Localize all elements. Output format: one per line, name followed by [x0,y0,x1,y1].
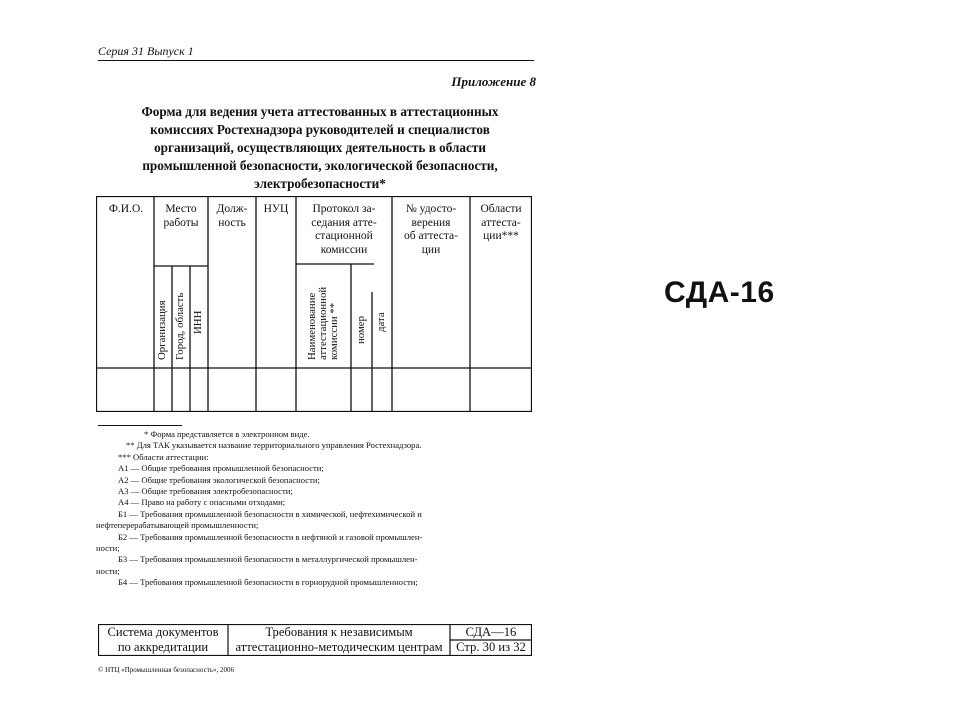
footnote-line: А1 — Общие требования промышленной безопасности; [118,463,324,474]
title-line: комиссиях Ростехнадзора руководителей и специалистов [150,122,490,137]
sub-commission-line: аттестационной [317,286,329,360]
footnote-line: Б1 — Требования промышленной безопасности в химической, нефтехимической и [118,508,422,519]
footnote-line: нефтеперерабатывающей промышленности; [96,520,259,531]
sub-inn-label: ИНН [192,310,204,334]
copyright-notice: © НТЦ «Промышленная безопасность», 2006 [98,666,234,674]
footnote-line: ности; [96,543,120,554]
document-code-label: СДА-16 [664,276,775,309]
col-certificate-header: № удосто- верения об аттеста- ции [404,203,458,256]
footnote-line: ** Для ТАК указывается название территориального управления Ростехнадзора. [126,440,422,451]
header-rule [98,60,534,61]
footnote-line: А4 — Право на работу с опасными отходами; [118,497,286,508]
accounting-form-table [96,196,532,412]
sub-organization-label: Организация [156,300,168,360]
footnote-line: Б4 — Требования промышленной безопасности в горнорудной промышленности; [118,577,418,588]
footnotes [96,429,536,589]
col-fio-header: Ф.И.О. [108,203,144,215]
footnote-line: А2 — Общие требования экологической безопасности; [118,474,320,485]
footnote-line: ности; [96,565,120,576]
appendix-label: Приложение 8 [451,74,536,89]
footnote-line: Б3 — Требования промышленной безопасности в металлургической промышлен- [118,554,418,565]
footnote-line: *** Области аттестации: [118,451,209,462]
footnote-rule [98,425,182,426]
footnote-line: Б2 — Требования промышленной безопасности в нефтяной и газовой промышлен- [118,531,423,542]
footnote-line: А3 — Общие требования электробезопасности; [118,486,293,497]
document-footer-table [98,624,532,656]
title-line: электробезопасности* [254,176,386,191]
col-nuc-header: НУЦ [263,203,289,215]
col-protocol-header: Протокол за- седания атте- стационной комиссии [311,203,377,256]
footer-code-cell: СДА—16 [465,625,517,639]
col-workplace-header: Место работы [163,203,199,229]
sub-region-label: Город, область [174,292,186,360]
series-label: Серия 31 Выпуск 1 [98,44,194,58]
col-areas-header: Области аттеста- ции*** [480,203,522,242]
footer-middle-cell: Требования к независимым аттестационно-методическим центрам [235,625,443,654]
title-line: организаций, осуществляющих деятельность в области [154,140,486,155]
title-line: Форма для ведения учета аттестованных в аттестационных [141,104,499,119]
form-title [110,103,530,193]
col-position-header: Долж- ность [216,203,248,229]
sub-commission-line: комиссии ** [328,302,340,360]
title-line: промышленной безопасности, экологической безопасности, [142,158,498,173]
sub-commission-line: Наименование [306,292,318,360]
sub-number-label: номер [355,316,367,344]
sub-date-label: дата [375,312,387,332]
footnote-line: * Форма представляется в электронном виде. [144,429,310,439]
footer-left-cell: Система документов по аккредитации [107,625,219,654]
footer-page-cell: Стр. 30 из 32 [456,640,526,654]
